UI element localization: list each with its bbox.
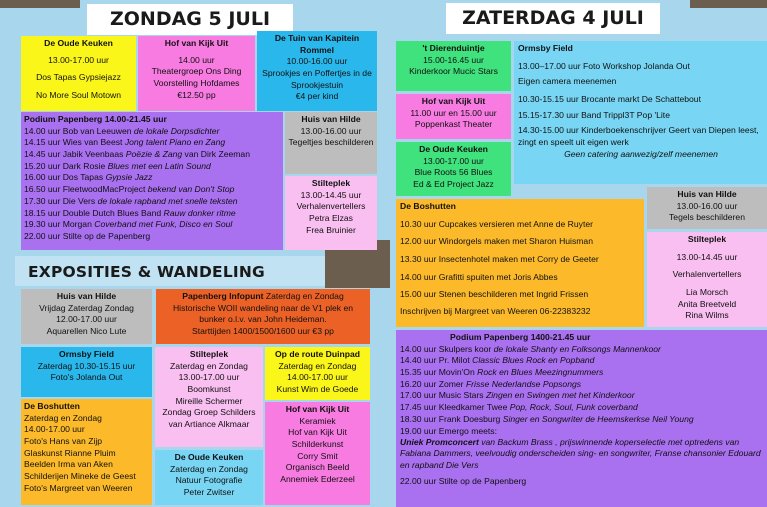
box-line: Peter Zwitser (183, 487, 235, 498)
row-text: uur Pr. Milot (423, 355, 473, 366)
box-title: De Oude Keuken (44, 38, 113, 48)
row-text: uur Emergo meets: (423, 425, 497, 436)
zondag-stilteplek (285, 176, 377, 250)
podium-rows (400, 344, 764, 438)
box-line: Annemiek Ederzeel (280, 474, 355, 485)
row-description: Coverband met Funk, Disco en Soul (94, 219, 233, 230)
box-title: Hof van Kijk Uit (285, 404, 350, 414)
box-line: 13.00-14.45 uur (676, 251, 738, 262)
box-line: 12.00 uur Windorgels maken met Sharon Huisman (400, 236, 593, 247)
row-text: uur Stilte op de Papenberg (47, 230, 151, 241)
row-description: Jong talent Piano en Zang (124, 137, 226, 148)
box-line: 14.30-15.00 uur Kinderboekenschrijver Geert van Diepen leest, zingt en speelt uit eigen werk (518, 125, 759, 148)
row-time: 14.45 (24, 149, 46, 160)
row-text: uur Jabik Veenbaas (47, 149, 126, 160)
zondag-oude-keuken (21, 36, 136, 111)
box-line: 15.00-16.45 uur (423, 54, 484, 65)
top-right-brown-bar (690, 0, 767, 8)
expo-papenberg-infopunt (156, 289, 370, 344)
box-line: 13.00-16.00 uur (300, 125, 362, 136)
row-time: 14.40 (400, 355, 422, 366)
box-line: Organisch Beeld (285, 462, 350, 473)
box-line: Zaterdag en Zondag (278, 360, 357, 371)
row-time: 17.30 (24, 195, 46, 206)
box-title: Stilteplek (189, 349, 229, 359)
row-description: de lokale Dorpsdichter (133, 125, 220, 136)
zaterdag-huis-van-hilde (647, 187, 767, 229)
box-title: Huis van Hilde (677, 189, 737, 199)
box-line: Zaterdag en Zondag (170, 360, 248, 371)
box-line: Schilderijen Mineke de Geest (24, 471, 136, 482)
row-time: 18.30 (400, 413, 422, 424)
row-description: Singer en Songwriter de Heemskerkse Neil Young (502, 413, 694, 424)
row-text: uur Morgan (47, 219, 95, 230)
podium-row (24, 172, 280, 184)
row-description: Rock en Blues Meezingnummers (477, 367, 604, 378)
box-line: Beelden Irma van Aken (24, 459, 113, 470)
podium-row (24, 231, 280, 243)
podium-row (400, 390, 764, 402)
row-text: uur Bob van Leeuwen (47, 125, 134, 136)
box-line: Petra Elzas (309, 213, 353, 224)
row-text: uur FleetwoodMacProject (47, 184, 148, 195)
row-tail: van Dirk Zeeman (182, 149, 250, 160)
expo-route-duinpad (265, 347, 370, 400)
podium-row (24, 137, 280, 149)
promo-text (400, 437, 764, 471)
box-line: Verhalenvertellers (296, 201, 366, 212)
zondag-header: ZONDAG 5 JULI (87, 4, 293, 35)
box-line: 13.00-16.00 uur (676, 200, 738, 211)
row-description: Gypsie Jazz (105, 172, 153, 183)
box-line: Kunst Wim de Goede (276, 384, 359, 395)
box-note: Geen catering aanwezig/zelf meenemen (564, 148, 718, 159)
box-line: 13.00–17.00 uur Foto Workshop Jolanda Out (518, 60, 690, 71)
box-line: Natuur Fotografie (175, 475, 243, 486)
zondag-podium-papenberg (21, 112, 283, 250)
box-line: 14.00 uur Grafitti spuiten met Joris Abbes (400, 271, 558, 282)
box-line: Aquarellen Nico Lute (46, 326, 127, 337)
box-line: Zaterdag 10.30-15.15 uur (37, 360, 136, 371)
promo-title: Uniek Promconcert (400, 437, 479, 448)
expo-boshutten (21, 399, 152, 505)
box-line: 14.00-17.00 uur (287, 372, 348, 383)
box-line: 10.30-15.15 uur Brocante markt De Schattebout (518, 94, 701, 105)
box-line: Dos Tapas Gypsiejazz (36, 72, 121, 83)
box-title: Ormsby Field (518, 43, 573, 53)
box-line: 13.00-17.00 uur (178, 372, 240, 383)
box-line: Blue Roots 56 Blues (414, 167, 493, 178)
expo-oude-keuken (155, 450, 263, 505)
box-line: Foto's Jolanda Out (50, 372, 123, 383)
box-line: Verhalenvertellers (672, 269, 742, 280)
podium-row (24, 161, 280, 173)
box-title: Huis van Hilde (301, 114, 361, 124)
promo-body: van Backum Brass , prijswinnende koperselectie met optredens van Fabiana Dammers, veelvoudig onderscheiden sing- en songwriter, Franse chansonier Edouard en rapband Die Vers (400, 437, 761, 470)
box-line: Poppenkast Theater (414, 119, 493, 130)
podium-closing: 22.00 uur Stilte op de Papenberg (400, 475, 527, 486)
row-description: Pop, Rock, Soul, Funk coverband (509, 402, 638, 413)
box-title: Hof van Kijk Uit (421, 96, 486, 106)
box-line: 13.30 uur Insectenhotel maken met Corry de Geeter (400, 254, 599, 265)
zaterdag-header: ZATERDAG 4 JULI (446, 3, 660, 34)
box-title: De Tuin van Kapitein Rommel (274, 33, 360, 55)
row-description: Classic Blues Rock en Popband (472, 355, 595, 366)
podium-row (24, 126, 280, 138)
row-text: uur Double Dutch Blues Band (47, 207, 164, 218)
row-description: Frisse Nederlandse Popsongs (465, 378, 582, 389)
box-line: Rina Wilms (685, 310, 729, 321)
row-time: 16.20 (400, 378, 422, 389)
row-time: 17.00 (400, 390, 422, 401)
row-text: uur Skulpers koor (423, 343, 494, 354)
box-line: Foto's Margreet van Weeren (24, 482, 133, 493)
row-time: 18.15 (24, 207, 46, 218)
podium-row (400, 344, 764, 356)
box-line: Voorstelling Hofdames (153, 78, 240, 89)
box-line: Lia Morsch (685, 287, 729, 298)
podium-rows (24, 126, 280, 243)
row-time: 15.20 (24, 160, 46, 171)
box-title: De Oude Keuken (419, 144, 488, 154)
box-line: Historische WOII wandeling naar de V1 plek en bunker o.l.v. van John Heideman. (172, 302, 354, 325)
box-title-tail: Zaterdag en Zondag (263, 291, 344, 301)
box-title: Podium Papenberg 1400-21.45 uur (450, 332, 591, 342)
exposities-header: EXPOSITIES & WANDELING (28, 263, 265, 281)
podium-row (400, 426, 764, 438)
box-title: Stilteplek (311, 178, 351, 188)
box-line: €4 per kind (295, 91, 339, 102)
row-time: 19.00 (400, 425, 422, 436)
zaterdag-dierenduintje (396, 41, 511, 91)
box-title: De Oude Keuken (174, 452, 244, 462)
box-title: Hof van Kijk Uit (164, 38, 229, 48)
podium-row (400, 379, 764, 391)
box-line: Ed & Ed Project Jazz (413, 179, 494, 190)
podium-row (24, 149, 280, 161)
box-line: 10.00-16.00 uur (286, 56, 348, 67)
box-line: 14.00-17.00 uur (24, 424, 85, 435)
row-text: uur Dos Tapas (47, 172, 106, 183)
box-line: Anita Breetveld (677, 298, 737, 309)
zaterdag-oude-keuken (396, 142, 511, 196)
box-line: Theatergroep Ons Ding (151, 66, 242, 77)
box-line: 13.00-17.00 uur (423, 155, 484, 166)
box-title: Papenberg Infopunt (182, 291, 264, 301)
podium-row (24, 219, 280, 231)
box-line: Boomkunst (187, 384, 231, 395)
podium-row (24, 208, 280, 220)
box-line: Starttijden 1400/1500/1600 uur €3 pp (192, 326, 334, 337)
box-line: 10.30 uur Cupcakes versieren met Anne de Ruyter (400, 218, 593, 229)
zondag-hof-van-kijk-uit (138, 36, 255, 111)
expo-ormsby-field (21, 347, 152, 397)
row-text: uur Die Vers (47, 195, 98, 206)
box-title: Huis van Hilde (56, 291, 117, 301)
box-line: 13.00-17.00 uur (48, 54, 109, 65)
box-line: Inschrijven bij Margreet van Weeren 06-22383232 (400, 306, 591, 317)
box-line: Glaskunst Rianne Pluim (24, 447, 116, 458)
box-line: 13.00-14.45 uur (300, 189, 362, 200)
box-line: Zondag Groep Schilders van Artiance Alkmaar (162, 407, 256, 430)
row-text: uur Wies van Beest (47, 137, 125, 148)
box-title: Ormsby Field (59, 349, 114, 359)
box-line: 11.00 uur en 15.00 uur (410, 107, 497, 118)
row-time: 14.00 (400, 343, 422, 354)
podium-row (400, 414, 764, 426)
box-line: Corry Smit (297, 450, 338, 461)
zaterdag-stilteplek (647, 232, 767, 327)
box-line: Frea Bruinier (306, 224, 356, 235)
zaterdag-ormsby-field (514, 41, 767, 184)
row-time: 17.45 (400, 402, 422, 413)
zaterdag-boshutten (396, 199, 644, 327)
zondag-huis-van-hilde (285, 112, 377, 174)
row-time: 19.30 (24, 219, 46, 230)
expo-huis-van-hilde (21, 289, 152, 344)
box-line: Vrijdag Zaterdag Zondag (39, 302, 134, 313)
row-time: 16.00 (24, 172, 46, 183)
box-line: Sprookjes en Poffertjes in de Sprookjestuin (262, 68, 372, 90)
box-line: 14.00 uur (178, 54, 215, 65)
row-text: uur Frank Doesburg (423, 413, 503, 424)
box-title: Podium Papenberg 14.00-21.45 uur (24, 114, 167, 124)
row-text: uur Dark Rosie (47, 160, 108, 171)
box-line: Zaterdag en Zondag (170, 463, 248, 474)
box-line: €12.50 pp (177, 89, 216, 100)
zaterdag-podium-papenberg (396, 330, 767, 507)
row-text: uur Music Stars (423, 390, 486, 401)
row-text: uur Kleedkamer Twee (423, 402, 510, 413)
box-line: Mireille Schermer (175, 395, 243, 406)
podium-row (24, 184, 280, 196)
box-line: Eigen camera meenemen (518, 76, 617, 87)
box-line: Keramiek (299, 415, 336, 426)
podium-row (400, 367, 764, 379)
zaterdag-hof-van-kijk-uit (396, 94, 511, 139)
box-title: De Boshutten (24, 401, 80, 411)
row-description: bekend van Don't Stop (147, 184, 235, 195)
box-line: Tegeltjes beschilderen (288, 137, 374, 148)
box-line: Foto's Hans van Zijp (24, 436, 103, 447)
row-time: 14.00 (24, 125, 46, 136)
expo-hof-van-kijk-uit (265, 402, 370, 505)
box-line: No More Soul Motown (35, 90, 122, 101)
box-line: Tegels beschilderen (669, 212, 745, 223)
podium-row (400, 402, 764, 414)
row-description: Rauw donker ritme (163, 207, 236, 218)
box-line: 15.00 uur Stenen beschilderen met Ingrid Frissen (400, 289, 589, 300)
row-description: Zingen en Swingen met het Kinderkoor (486, 390, 635, 401)
row-time: 14.15 (24, 137, 46, 148)
box-line: Zaterdag en Zondag (24, 412, 102, 423)
podium-row (24, 196, 280, 208)
row-text: uur Zomer (423, 378, 466, 389)
row-text: uur Movin'On (423, 367, 478, 378)
row-description: de lokale rapband met snelle teksten (97, 195, 238, 206)
row-description: de lokale Shanty en Folksongs Mannenkoor (493, 343, 661, 354)
box-title: De Boshutten (400, 201, 456, 211)
top-left-brown-bar (0, 0, 80, 8)
box-line: Hof van Kijk Uit (288, 427, 347, 438)
expo-stilteplek (155, 347, 263, 447)
box-line: Kinderkoor Mucic Stars (409, 66, 498, 77)
row-time: 16.50 (24, 184, 46, 195)
row-time: 15.35 (400, 367, 422, 378)
podium-row (400, 355, 764, 367)
box-line: 15.15-17.30 uur Band Trippl3T Pop 'Lite (518, 109, 670, 120)
box-title: Stilteplek (687, 234, 727, 244)
zondag-tuin-kapitein-rommel (257, 31, 377, 111)
box-title: Op de route Duinpad (275, 349, 360, 359)
box-line: Schilderkunst (291, 439, 344, 450)
row-description: Poëzie & Zang (125, 149, 183, 160)
box-line: 12.00-17.00 uur (56, 314, 117, 325)
row-description: Blues met een Latin Sound (107, 160, 211, 171)
box-title: 't Dierenduintje (422, 43, 485, 53)
row-time: 22.00 (24, 230, 46, 241)
